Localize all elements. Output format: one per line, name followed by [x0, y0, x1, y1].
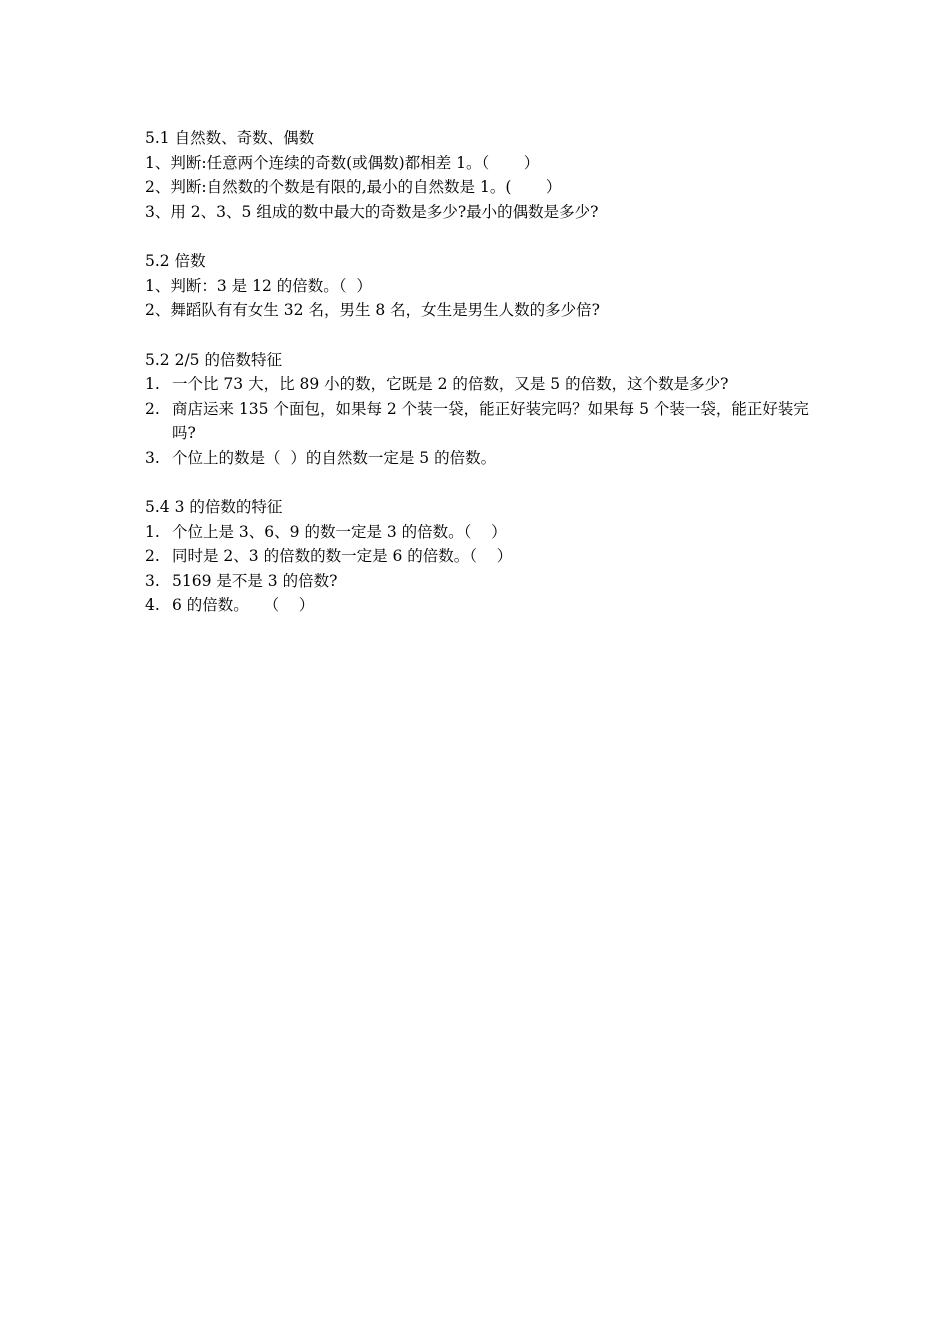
- question-number: 3.: [145, 571, 160, 590]
- section-multiples-of-3: [145, 495, 815, 618]
- question-number: 2.: [145, 547, 160, 565]
- question-number: 3、: [145, 202, 171, 221]
- question-text: 商店运来 135 个面包，如果每 2 个装一袋，能正好装完吗？如果每 5 个装一袋，能正好装完吗?: [172, 399, 809, 442]
- section-heading: 5.2 倍数: [145, 252, 206, 270]
- question-item: [145, 520, 815, 545]
- question-item: [145, 397, 815, 446]
- question-text: 判断：3 是 12 的倍数。（ ）: [170, 276, 372, 295]
- question-item: [145, 151, 815, 176]
- section-heading: 5.1 自然数、奇数、偶数: [145, 129, 315, 147]
- question-item: [145, 569, 815, 594]
- document-page: [145, 126, 815, 643]
- question-text: 6 的倍数。 （ ）: [172, 596, 315, 614]
- question-text: 舞蹈队有有女生 32 名，男生 8 名，女生是男生人数的多少倍?: [170, 301, 600, 319]
- section-multiples: [145, 249, 815, 323]
- question-item: [145, 274, 815, 299]
- question-number: 3.: [145, 448, 160, 467]
- question-text: 同时是 2、3 的倍数的数一定是 6 的倍数。（ ）: [172, 547, 513, 565]
- question-text: 个位上的数是（ ）的自然数一定是 5 的倍数。: [172, 448, 497, 467]
- question-text: 个位上是 3、6、9 的数一定是 3 的倍数。（ ）: [172, 522, 507, 541]
- section-multiples-of-2-5: [145, 348, 815, 471]
- question-number: 1、: [145, 153, 171, 172]
- question-item: [145, 593, 815, 618]
- question-number: 2.: [145, 399, 160, 418]
- question-item: [145, 544, 815, 569]
- question-text: 5169 是不是 3 的倍数?: [172, 571, 338, 590]
- question-number: 1.: [145, 522, 160, 541]
- question-item: [145, 175, 815, 200]
- question-text: 用 2、3、5 组成的数中最大的奇数是多少?最小的偶数是多少?: [170, 202, 599, 221]
- question-text: 一个比 73 大，比 89 小的数，它既是 2 的倍数，又是 5 的倍数，这个数是多少?: [172, 375, 729, 393]
- question-number: 2、: [145, 301, 171, 319]
- question-number: 1、: [145, 276, 171, 295]
- question-item: [145, 200, 815, 225]
- question-number: 1.: [145, 375, 160, 393]
- section-heading: 5.2 2/5 的倍数特征: [145, 350, 282, 369]
- question-number: 4.: [145, 596, 160, 614]
- question-text: 判断:任意两个连续的奇数(或偶数)都相差 1。（ ）: [170, 153, 540, 172]
- question-item: [145, 446, 815, 471]
- question-item: [145, 298, 815, 323]
- section-heading: 5.4 3 的倍数的特征: [145, 498, 283, 516]
- question-item: [145, 372, 815, 397]
- question-number: 2、: [145, 178, 171, 196]
- question-text: 判断:自然数的个数是有限的,最小的自然数是 1。( ）: [170, 178, 562, 196]
- section-natural-odd-even: [145, 126, 815, 224]
